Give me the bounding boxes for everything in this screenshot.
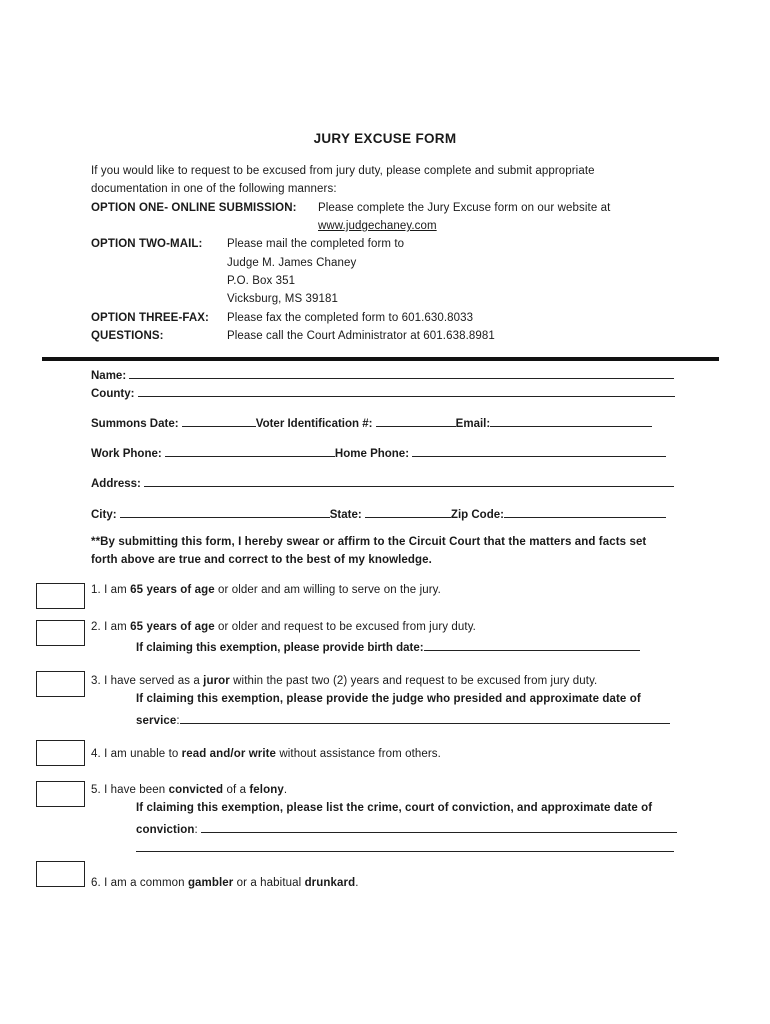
phone-row — [91, 445, 666, 460]
address-input[interactable] — [144, 475, 674, 487]
work-phone-label: Work Phone: — [91, 448, 162, 460]
conviction-input-line-2[interactable] — [136, 840, 674, 852]
intro-line-2: documentation in one of the following manners: — [91, 183, 337, 195]
oath-line-1: **By submitting this form, I hereby swear or affirm to the Circuit Court that the matters and facts set — [91, 536, 647, 548]
exemption-6-text: 6. I am a common gambler or a habitual drunkard. — [91, 877, 359, 889]
exemption-5-checkbox[interactable] — [36, 781, 85, 807]
address-row — [91, 475, 674, 490]
exemption-3-sub-2: service: — [136, 712, 670, 727]
option-online-label: OPTION ONE- ONLINE SUBMISSION: — [91, 202, 297, 214]
work-phone-input[interactable] — [165, 445, 335, 457]
option-fax-label: OPTION THREE-FAX: — [91, 312, 209, 324]
exemption-2-text: 2. I am 65 years of age or older and request to be excused from jury duty. — [91, 621, 476, 633]
exemption-4-checkbox[interactable] — [36, 740, 85, 766]
summons-date-label: Summons Date: — [91, 418, 179, 430]
exemption-1-text: 1. I am 65 years of age or older and am willing to serve on the jury. — [91, 584, 441, 596]
address-label: Address: — [91, 478, 141, 490]
section-divider — [42, 357, 719, 361]
city-label: City: — [91, 509, 117, 521]
zip-input[interactable] — [504, 506, 666, 518]
home-phone-input[interactable] — [412, 445, 666, 457]
summons-row — [91, 415, 652, 430]
questions-text: Please call the Court Administrator at 601.638.8981 — [227, 330, 495, 342]
mail-line-4: Vicksburg, MS 39181 — [227, 293, 338, 305]
voter-id-label: Voter Identification #: — [255, 418, 373, 430]
exemption-3-sub-1: If claiming this exemption, please provide the judge who presided and approximate date of — [136, 693, 641, 705]
voter-id-input[interactable] — [376, 415, 456, 427]
mail-line-3: P.O. Box 351 — [227, 275, 296, 287]
service-input[interactable] — [180, 712, 670, 724]
city-row — [91, 506, 666, 521]
conviction-extra-line-row — [136, 839, 674, 857]
county-field-row — [91, 385, 675, 400]
conviction-label: conviction — [136, 824, 195, 836]
email-label: Email: — [455, 418, 491, 430]
birth-date-input[interactable] — [424, 639, 640, 651]
exemption-6-checkbox[interactable] — [36, 861, 85, 887]
option-online-text: Please complete the Jury Excuse form on our website at — [318, 202, 611, 214]
name-label: Name: — [91, 370, 127, 382]
exemption-3-text: 3. I have served as a juror within the past two (2) years and request to be excused from jury duty. — [91, 675, 598, 687]
intro-line-1: If you would like to request to be excused from jury duty, please complete and submit appropriate — [91, 165, 595, 177]
county-input[interactable] — [138, 385, 675, 397]
name-input[interactable] — [129, 367, 674, 379]
form-title: JURY EXCUSE FORM — [313, 131, 457, 146]
exemption-2-checkbox[interactable] — [36, 620, 85, 646]
city-input[interactable] — [120, 506, 330, 518]
service-label: service — [136, 715, 177, 727]
exemption-4-text: 4. I am unable to read and/or write without assistance from others. — [91, 748, 441, 760]
zip-label: Zip Code: — [450, 509, 504, 521]
option-fax-text: Please fax the completed form to 601.630.8033 — [227, 312, 474, 324]
exemption-1-checkbox[interactable] — [36, 583, 85, 609]
email-input[interactable] — [490, 415, 652, 427]
conviction-input[interactable] — [201, 821, 677, 833]
questions-label: QUESTIONS: — [91, 330, 164, 342]
county-label: County: — [91, 388, 135, 400]
exemption-3-checkbox[interactable] — [36, 671, 85, 697]
state-label: State: — [329, 509, 362, 521]
exemption-5-text: 5. I have been convicted of a felony. — [91, 784, 288, 796]
mail-line-2: Judge M. James Chaney — [227, 257, 357, 269]
exemption-2-sub — [136, 639, 640, 654]
exemption-5-sub-2: conviction: — [136, 821, 677, 836]
website-link[interactable]: www.judgechaney.com — [318, 220, 437, 232]
birth-date-label: If claiming this exemption, please provide birth date: — [136, 642, 424, 654]
home-phone-label: Home Phone: — [334, 448, 410, 460]
oath-line-2: forth above are true and correct to the best of my knowledge. — [91, 554, 432, 566]
name-field-row — [91, 367, 674, 382]
option-mail-label: OPTION TWO-MAIL: — [91, 238, 203, 250]
exemption-5-sub-1: If claiming this exemption, please list the crime, court of conviction, and approximate date of — [136, 802, 653, 814]
state-input[interactable] — [365, 506, 451, 518]
mail-line-1: Please mail the completed form to — [227, 238, 405, 250]
summons-date-input[interactable] — [182, 415, 256, 427]
